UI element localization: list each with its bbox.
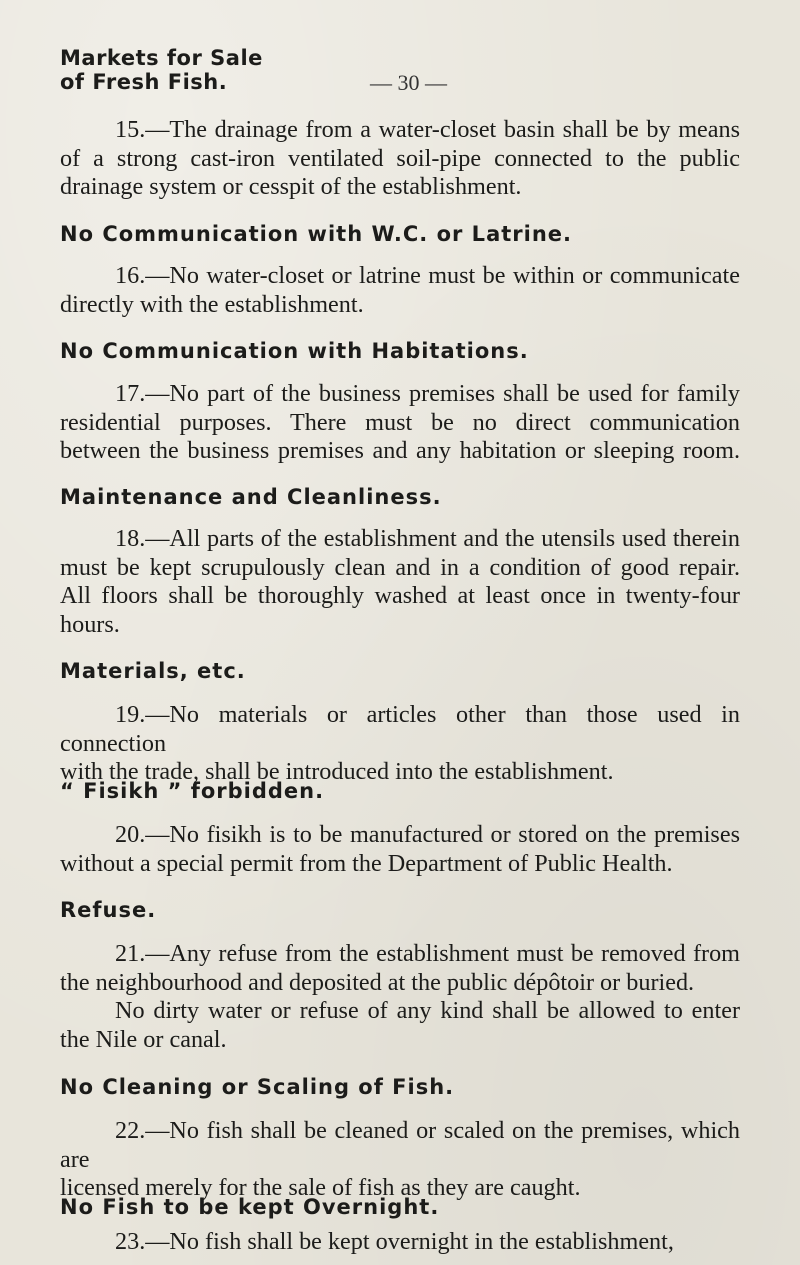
paragraph-line: drainage system or cesspit of the establishment. [60, 173, 522, 200]
paragraph-line: hours. [60, 610, 120, 638]
paragraph-line: licensed merely for the sale of fish as they are caught. [60, 1174, 581, 1201]
paragraph-line: 18.—All parts of the establishment and the utensils used therein [115, 525, 740, 552]
section-heading: “ Fisikh ” forbidden. [60, 779, 325, 803]
paragraph-22 [60, 1117, 740, 1203]
paragraph-21 [60, 940, 740, 1054]
paragraph-line: must be kept scrupulously clean and in a condition of good repair. [60, 553, 740, 581]
paragraph-line: the neighbourhood and deposited at the public dépôtoir or buried. [60, 968, 695, 996]
section-heading: Refuse. [60, 898, 157, 922]
paragraph-20 [60, 821, 740, 878]
paragraph-line: between the business premises and any habitation or sleeping room. [60, 437, 740, 464]
paragraph-line: 16.—No water-closet or latrine must be within or communicate [115, 262, 740, 289]
paragraph-line: 17.—No part of the business premises shall be used for family [115, 380, 740, 407]
paragraph-line: 23.—No fish shall be kept overnight in the establishment, [115, 1228, 674, 1255]
paragraph-line: 21.—Any refuse from the establishment must be removed from [115, 940, 740, 967]
paragraph-line: without a special permit from the Department of Public Health. [60, 849, 673, 877]
paragraph-17 [60, 380, 740, 466]
paragraph-16 [60, 262, 740, 319]
paragraph-line: No dirty water or refuse of any kind shall be allowed to enter [115, 997, 740, 1024]
section-heading: Materials, etc. [60, 659, 246, 683]
paragraph-23 [60, 1228, 740, 1257]
section-heading: Maintenance and Cleanliness. [60, 485, 442, 509]
section-heading: No Cleaning or Scaling of Fish. [60, 1075, 455, 1099]
paragraph-line: of a strong cast-iron ventilated soil-pipe connected to the public [60, 144, 740, 172]
page-number: — 30 — [370, 70, 447, 95]
section-heading: No Communication with Habitations. [60, 339, 529, 363]
running-head [60, 46, 263, 94]
paragraph-line: 19.—No materials or articles other than those used in connection [60, 701, 740, 757]
paragraph-line: the Nile or canal. [60, 1025, 227, 1053]
section-heading: No Fish to be kept Overnight. [60, 1195, 440, 1219]
running-head-line1: Markets for Sale [60, 46, 263, 70]
paragraph-line: All floors shall be thoroughly washed at least once in twenty-four [60, 582, 740, 609]
paragraph-15 [60, 116, 740, 202]
paragraph-19 [60, 701, 740, 787]
paragraph-line: 20.—No fisikh is to be manufactured or stored on the premises [115, 821, 740, 848]
running-head-line2: of Fresh Fish. [60, 70, 228, 94]
paragraph-18 [60, 525, 740, 639]
paragraph-line: directly with the establishment. [60, 290, 364, 318]
paragraph-line: with the trade, shall be introduced into the establishment. [60, 758, 614, 785]
section-heading: No Communication with W.C. or Latrine. [60, 222, 572, 246]
paragraph-line: 22.—No fish shall be cleaned or scaled on the premises, which are [60, 1117, 740, 1173]
paragraph-line: 15.—The drainage from a water-closet basin shall be by means [115, 116, 740, 143]
paragraph-line: residential purposes. There must be no direct communication [60, 408, 740, 436]
